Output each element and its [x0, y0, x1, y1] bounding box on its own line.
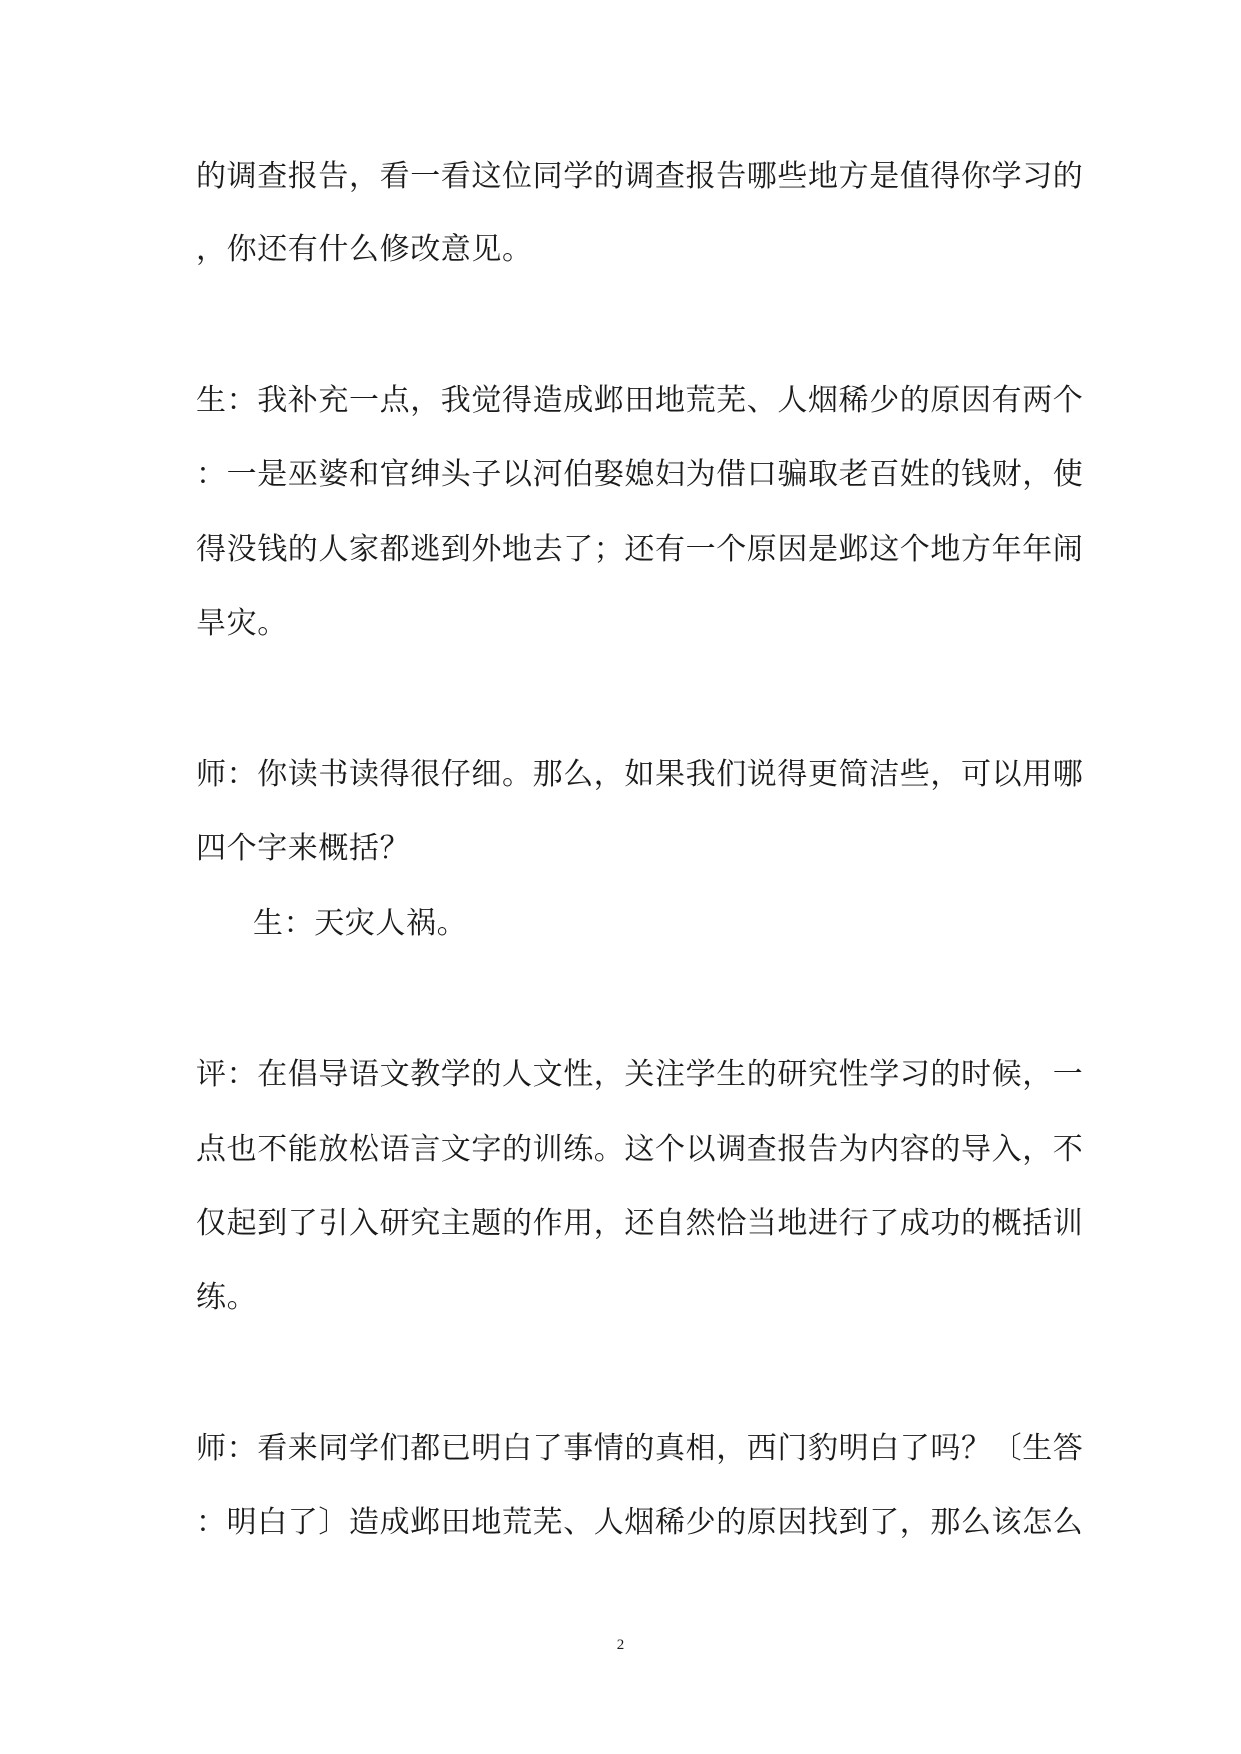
paragraph-5-line-4: 练。: [196, 1280, 258, 1315]
paragraph-2-line-2: ：一是巫婆和官绅头子以河伯娶媳妇为借口骗取老百姓的钱财，使: [196, 457, 1084, 492]
paragraph-5-line-3: 仅起到了引入研究主题的作用，还自然恰当地进行了成功的概括训: [196, 1206, 1084, 1241]
paragraph-6-line-2: ：明白了〕造成邺田地荒芜、人烟稀少的原因找到了，那么该怎么: [196, 1505, 1084, 1540]
paragraph-5-line-2: 点也不能放松语言文字的训练。这个以调查报告为内容的导入，不: [196, 1132, 1084, 1167]
paragraph-2-line-4: 旱灾。: [196, 606, 288, 641]
paragraph-2-line-3: 得没钱的人家都逃到外地去了；还有一个原因是邺这个地方年年闹: [196, 532, 1084, 567]
page-number: 2: [616, 1637, 625, 1653]
paragraph-5-line-1: 评：在倡导语文教学的人文性，关注学生的研究性学习的时候，一: [196, 1057, 1084, 1092]
paragraph-6-line-1: 师：看来同学们都已明白了事情的真相，西门豹明白了吗？〔生答: [196, 1431, 1084, 1466]
paragraph-1-line-2: ，你还有什么修改意见。: [196, 232, 533, 267]
paragraph-3-line-1: 师：你读书读得很仔细。那么，如果我们说得更简洁些，可以用哪: [196, 757, 1084, 792]
paragraph-2-line-1: 生：我补充一点，我觉得造成邺田地荒芜、人烟稀少的原因有两个: [196, 383, 1084, 418]
paragraph-1-line-1: 的调查报告，看一看这位同学的调查报告哪些地方是值得你学习的: [196, 159, 1084, 194]
paragraph-4-line-1: 生：天灾人祸。: [253, 906, 468, 941]
paragraph-3-line-2: 四个字来概括？: [196, 831, 411, 866]
